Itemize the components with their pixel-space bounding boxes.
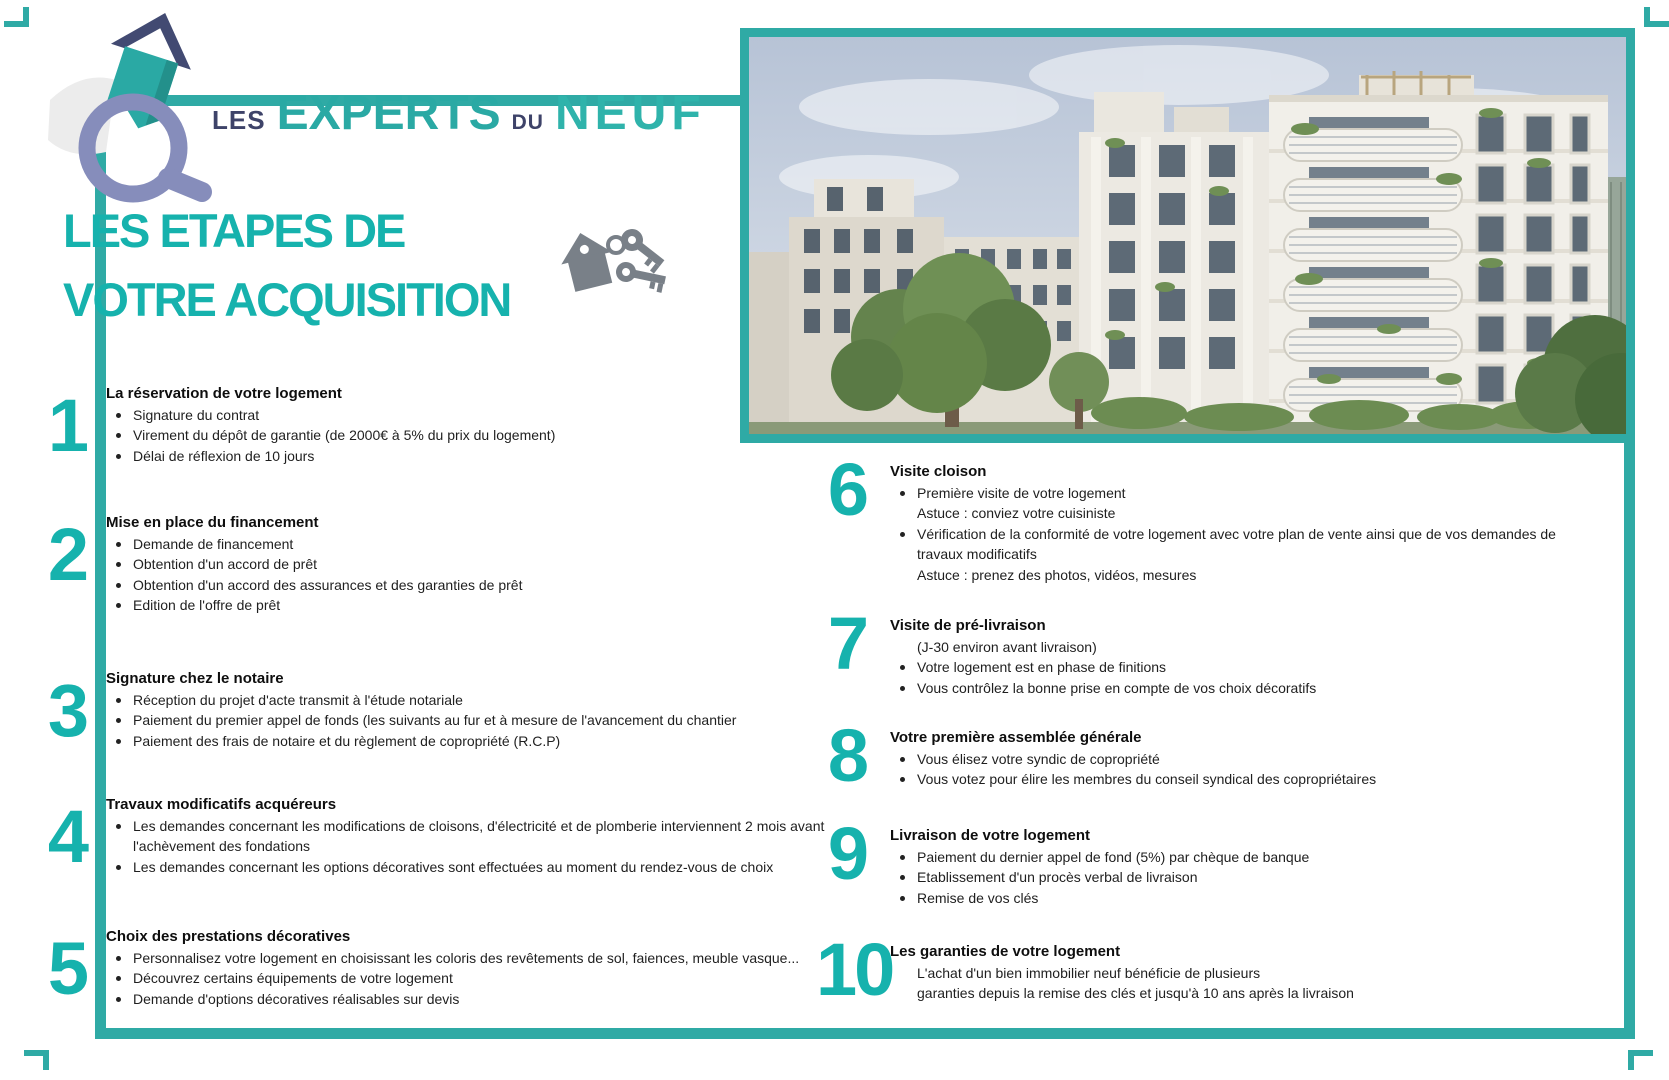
step-heading: Mise en place du financement: [106, 514, 319, 531]
step-block-7: [816, 602, 1590, 698]
step-number: 4: [47, 795, 87, 878]
step-heading: Visite cloison: [890, 463, 987, 480]
step-item-text: Demande de financement: [133, 536, 294, 552]
step-item-text: Remise de vos clés: [917, 889, 1039, 906]
step-item-text: Paiement du premier appel de fonds (les suivants au fur et à mesure de l'avancement du chantier: [133, 712, 737, 729]
step-number: 6: [827, 448, 867, 531]
bullet-dot-icon: [900, 686, 905, 691]
step-item-text: Obtention d'un accord des assurances et des garanties de prêt: [133, 576, 523, 593]
step-item-text: Astuce : conviez votre cuisiniste: [917, 505, 1116, 522]
step-block-6: [816, 448, 1590, 585]
step-block-10: [816, 928, 1590, 1011]
brand-word-neuf: NEUF: [554, 87, 706, 140]
brand-word-experts: EXPERTS: [276, 87, 501, 140]
step-item-text: Obtention d'un accord de prêt: [133, 556, 318, 573]
page-title-line1: LES ETAPES DE: [63, 204, 405, 257]
step-bullet-item: [890, 847, 1590, 867]
step-item-text: Demande d'options décoratives réalisables sur devis: [133, 990, 460, 1007]
step-note-item: [890, 963, 1590, 983]
step-item-text: Les demandes concernant les modifications de cloisons, d'électricité et de plomberie interviennent 2 mois avant l'achèvement des fondations: [133, 818, 825, 855]
step-bullet-item: [890, 769, 1590, 789]
step-item-text: Vous contrôlez la bonne prise en compte de vos choix décoratifs: [917, 679, 1317, 696]
step-heading: Les garanties de votre logement: [890, 943, 1121, 960]
step-number: 1: [47, 384, 87, 467]
step-item-text: Paiement du dernier appel de fond (5%) par chèque de banque: [917, 849, 1310, 865]
step-heading: Signature chez le notaire: [106, 670, 284, 687]
step-heading: Travaux modificatifs acquéreurs: [106, 796, 337, 813]
step-number: 10: [816, 928, 893, 1011]
step-item-text: Vous élisez votre syndic de copropriété: [917, 751, 1160, 767]
step-item-text: garanties depuis la remise des clés et jusqu'à 10 ans après la livraison: [917, 985, 1354, 1002]
step-bullet-item: [890, 867, 1590, 887]
step-item-text: Votre logement est en phase de finitions: [917, 659, 1167, 676]
bullet-dot-icon: [900, 875, 905, 880]
step-item-text: Première visite de votre logement: [917, 485, 1126, 501]
step-number: 8: [827, 714, 867, 797]
step-note-item: [890, 983, 1590, 1003]
step-item-text: Les demandes concernant les options décoratives sont effectuées au moment du rendez-vous de choix: [133, 858, 774, 875]
step-item-text: Découvrez certains équipements de votre logement: [133, 970, 453, 987]
step-bullet-item: [890, 678, 1590, 698]
new-apartment-building-photo: [740, 28, 1635, 443]
bullet-dot-icon: [900, 532, 905, 537]
bullet-dot-icon: [900, 665, 905, 670]
step-bullet-item: [890, 657, 1590, 677]
bullet-dot-icon: [900, 777, 905, 782]
step-bullet-item: [890, 524, 1590, 565]
step-heading: Votre première assemblée générale: [890, 729, 1142, 746]
step-block-8: [816, 714, 1590, 797]
step-item-text: Etablissement d'un procès verbal de livraison: [917, 869, 1198, 886]
step-item-text: Edition de l'offre de prêt: [133, 597, 281, 614]
step-note-item: [890, 565, 1590, 585]
step-item-text: Délai de réflexion de 10 jours: [133, 447, 315, 464]
step-block-9: [816, 812, 1590, 908]
step-item-text: Personnalisez votre logement en choisissant les coloris des revêtements de sol, faiences, meuble vasque...: [133, 950, 800, 966]
step-item-text: Vérification de la conformité de votre logement avec votre plan de vente ainsi que de vos demandes de travaux modificatifs: [917, 525, 1556, 563]
step-item-text: (J-30 environ avant livraison): [917, 639, 1097, 655]
step-item-text: Astuce : prenez des photos, vidéos, mesures: [917, 566, 1197, 583]
brand-word-les: LES: [212, 105, 266, 135]
step-heading: Livraison de votre logement: [890, 827, 1091, 844]
step-number: 3: [47, 669, 87, 752]
page-title-line2: VOTRE ACQUISITION: [63, 273, 511, 326]
step-note-item: [890, 503, 1590, 523]
step-number: 5: [47, 927, 87, 1010]
step-number: 7: [827, 602, 867, 685]
step-number: 9: [827, 812, 867, 895]
bullet-dot-icon: [900, 491, 905, 496]
bullet-dot-icon: [900, 757, 905, 762]
step-item-text: Signature du contrat: [133, 407, 260, 423]
bullet-dot-icon: [900, 855, 905, 860]
step-item-text: Paiement des frais de notaire et du règlement de copropriété (R.C.P): [133, 732, 561, 749]
bullet-dot-icon: [900, 896, 905, 901]
step-bullet-item: [890, 483, 1590, 503]
step-number: 2: [47, 513, 87, 596]
step-item-text: Réception du projet d'acte transmit à l'étude notariale: [133, 692, 463, 708]
brand-wordmark: [212, 86, 706, 141]
step-note-item: [890, 637, 1590, 657]
step-bullet-item: [890, 888, 1590, 908]
step-heading: La réservation de votre logement: [106, 385, 342, 402]
step-item-text: Virement du dépôt de garantie (de 2000€ à 5% du prix du logement): [133, 427, 556, 444]
step-item-text: L'achat d'un bien immobilier neuf bénéficie de plusieurs: [917, 965, 1261, 981]
step-heading: Visite de pré-livraison: [890, 617, 1046, 634]
step-heading: Choix des prestations décoratives: [106, 928, 351, 945]
brand-word-du: DU: [511, 111, 544, 134]
step-bullet-item: [890, 749, 1590, 769]
step-item-text: Vous votez pour élire les membres du conseil syndical des copropriétaires: [917, 771, 1377, 788]
